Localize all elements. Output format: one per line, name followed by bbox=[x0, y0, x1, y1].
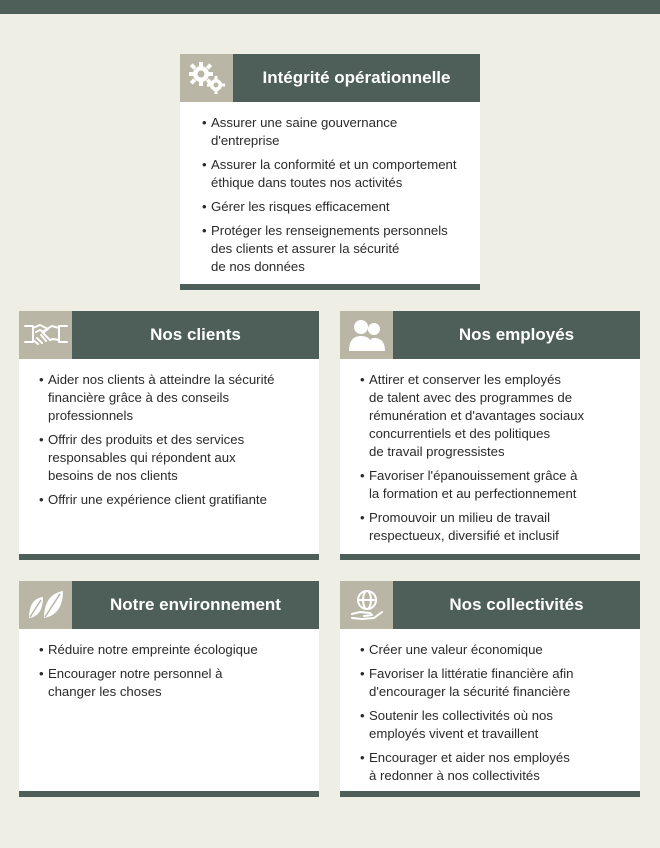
card-header bbox=[19, 311, 319, 359]
card-clients bbox=[19, 311, 319, 560]
list-item: • Assurer une saine gouvernance d'entreprise bbox=[202, 114, 470, 150]
list-item: • Attirer et conserver les employés de talent avec des programmes de rémunération et d'avantages sociaux concurrentiels et des politiques de travail progressistes bbox=[360, 371, 630, 461]
list-item: • Offrir une expérience client gratifiante bbox=[39, 491, 309, 509]
list-item: • Créer une valeur économique bbox=[360, 641, 630, 659]
card-title: Nos employés bbox=[458, 325, 575, 344]
list-item: • Aider nos clients à atteindre la sécurité financière grâce à des conseils professionnels bbox=[39, 371, 309, 425]
card-item-list bbox=[180, 102, 480, 276]
card-header bbox=[340, 581, 640, 629]
list-item: • Soutenir les collectivités où nos employés vivent et travaillent bbox=[360, 707, 630, 743]
card-header bbox=[19, 581, 319, 629]
list-item: • Assurer la conformité et un comportement éthique dans toutes nos activités bbox=[202, 156, 470, 192]
list-item: • Offrir des produits et des services responsables qui répondent aux besoins de nos clients bbox=[39, 431, 309, 485]
card-title: Nos clients bbox=[150, 325, 241, 344]
list-item: • Protéger les renseignements personnels des clients et assurer la sécurité de nos données bbox=[202, 222, 470, 276]
list-item: • Promouvoir un milieu de travail respectueux, diversifié et inclusif bbox=[360, 509, 630, 545]
people-icon bbox=[340, 311, 393, 359]
card-item-list bbox=[340, 629, 640, 785]
gears-icon bbox=[180, 54, 233, 102]
card-item-list bbox=[19, 359, 319, 509]
card-communities bbox=[340, 581, 640, 797]
list-item: • Encourager et aider nos employés à redonner à nos collectivités bbox=[360, 749, 630, 785]
list-item: • Encourager notre personnel à changer les choses bbox=[39, 665, 309, 701]
card-item-list bbox=[340, 359, 640, 545]
globe-hand-icon bbox=[340, 581, 393, 629]
card-title: Notre environnement bbox=[110, 595, 281, 614]
card-title: Nos collectivités bbox=[449, 595, 584, 614]
leaves-icon bbox=[19, 581, 72, 629]
card-header bbox=[340, 311, 640, 359]
list-item: • Gérer les risques efficacement bbox=[202, 198, 470, 216]
card-header bbox=[180, 54, 480, 102]
card-environment bbox=[19, 581, 319, 797]
card-item-list bbox=[19, 629, 319, 701]
card-employees bbox=[340, 311, 640, 560]
list-item: • Réduire notre empreinte écologique bbox=[39, 641, 309, 659]
card-operational-integrity bbox=[180, 54, 480, 290]
card-title: Intégrité opérationnelle bbox=[262, 68, 451, 87]
list-item: • Favoriser l'épanouissement grâce à la formation et au perfectionnement bbox=[360, 467, 630, 503]
list-item: • Favoriser la littératie financière afin d'encourager la sécurité financière bbox=[360, 665, 630, 701]
handshake-icon bbox=[19, 311, 72, 359]
top-bar bbox=[0, 0, 660, 14]
